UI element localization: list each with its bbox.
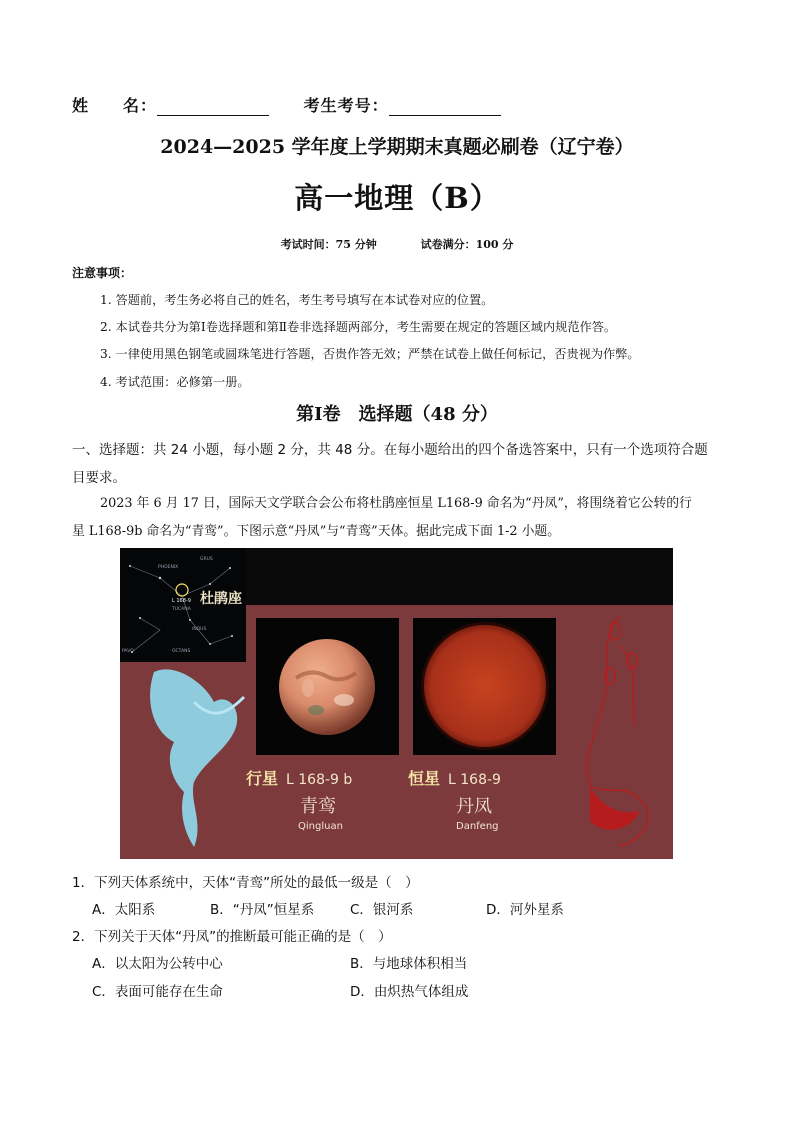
planet-code: L 168-9 b [286,772,353,788]
constellation-label: 杜鹃座 [200,591,242,607]
exam-subtitle: 2024—2025 学年度上学期期末真题必刷卷（辽宁卷） [160,136,634,158]
constellation-name: OCTANS [172,649,191,654]
question-2-option-c[interactable]: C．表面可能存在生命 [92,984,223,1000]
planet-qingluan-image [256,618,399,755]
question-1-option-d[interactable]: D．河外星系 [486,902,564,918]
note-item: 3. 一律使用黑色钢笔或圆珠笔进行答题，否贵作答无效；严禁在试卷上做任何标记，否贵视为作弊。 [100,347,640,361]
planet-image-box [256,618,399,755]
star-code: L 168-9 [448,772,501,788]
constellation-name: PHOENIX [158,565,179,570]
planet-chinese-name: 青鸾 [300,796,336,817]
star-image-box [413,618,556,755]
passage-line-2: 星 L168-9b 命名为“青鸾”。下图示意“丹凤”与“青鸾”天体。据此完成下面 1-2 小题。 [72,524,561,539]
question-1-option-c[interactable]: C．银河系 [350,902,414,918]
figure-danfeng-qingluan [120,548,673,859]
star-chinese-name: 丹凤 [456,796,492,817]
note-item: 2. 本试卷共分为第Ⅰ卷选择题和第Ⅱ卷非选择题两部分，考生需要在规定的答题区域内规范作答。 [100,320,617,334]
student-id-blank[interactable] [389,97,501,116]
section-title: 第Ⅰ卷 选择题（48 分） [296,404,498,425]
star-type-label: 恒星 [408,769,441,788]
note-item: 1. 答题前，考生务必将自己的姓名，考生考号填写在本试卷对应的位置。 [100,293,494,307]
star-map-label: L 168-9 [172,598,191,604]
planet-caption [246,766,352,789]
question-2-option-a[interactable]: A．以太阳为公转中心 [92,956,223,972]
question-2-stem: 2．下列关于天体“丹凤”的推断最可能正确的是（ ） [72,929,392,945]
constellation-name: PAVO [122,649,134,654]
student-id-label: 考生考号： [303,96,389,115]
star-pinyin: Danfeng [456,821,499,832]
passage [72,490,722,546]
star-danfeng-image [413,618,556,755]
part-intro-line-2: 目要求。 [72,470,126,486]
part-intro [72,436,722,492]
note-item: 4. 考试范围：必修第一册。 [100,375,250,389]
planet-type-label: 行星 [246,769,279,788]
red-phoenix-illustration [560,606,670,856]
constellation-name: INDUS [192,627,207,632]
planet-pinyin: Qingluan [298,821,343,832]
exam-score: 试卷满分：100 分 [420,238,514,251]
question-1-option-a[interactable]: A．太阳系 [92,902,156,918]
constellation-name: TUCANA [172,607,191,612]
constellation-name: GRUS [200,557,213,562]
star-map [120,548,246,662]
star-caption [408,766,501,789]
blue-phoenix-illustration [134,652,254,852]
question-1-option-b[interactable]: B．“丹凤”恒星系 [210,902,315,918]
notes-title: 注意事项： [72,266,133,280]
header-line [72,93,529,116]
passage-line-1: 2023 年 6 月 17 日，国际天文学联合会公布将杜鹃座恒星 L168-9 命名为“丹凤”，将围绕着它公转的行 [100,496,692,511]
exam-info [0,236,794,252]
exam-time: 考试时间：75 分钟 [280,238,377,251]
question-1-stem: 1．下列天体系统中，天体“青鸾”所处的最低一级是（ ） [72,875,419,891]
question-2-option-d[interactable]: D．由炽热气体组成 [350,984,469,1000]
name-blank[interactable] [157,97,269,116]
name-label: 姓 名： [72,96,158,115]
exam-title: 高一地理（B） [294,181,500,215]
part-intro-line-1: 一、选择题：共 24 小题，每小题 2 分，共 48 分。在每小题给出的四个备选答案中，只有一个选项符合题 [72,442,708,458]
question-2-option-b[interactable]: B．与地球体积相当 [350,956,468,972]
